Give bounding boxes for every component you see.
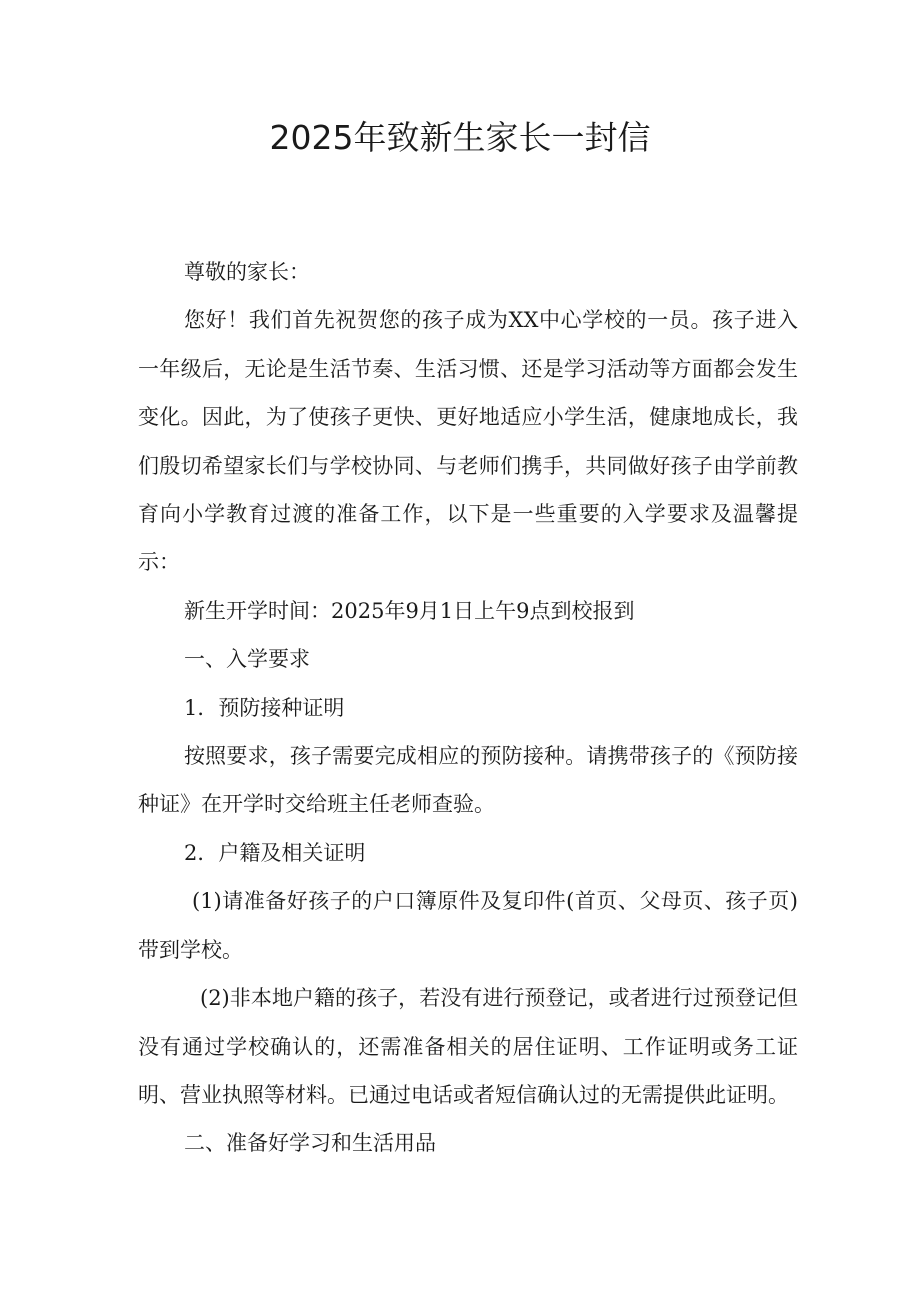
item-1-body: 按照要求，孩子需要完成相应的预防接种。请携带孩子的《预防接种证》在开学时交给班主任老师查验。 xyxy=(138,744,798,817)
greeting: 尊敬的家长： xyxy=(184,260,310,284)
start-time: 新生开学时间：2025年9月1日上午9点到校报到 xyxy=(184,598,635,623)
item-1-heading: 1．预防接种证明 xyxy=(184,695,345,720)
section-heading-2: 二、准备好学习和生活用品 xyxy=(184,1131,436,1156)
document-title: 2025年致新生家长一封信 xyxy=(269,118,651,157)
item-2-heading: 2．户籍及相关证明 xyxy=(184,840,366,865)
item-2-sub-2: (2)非本地户籍的孩子，若没有进行预登记，或者进行过预登记但没有通过学校确认的，还需准备相关的居住证明、工作证明或务工证明、营业执照等材料。已通过电话或者短信确认过的无需提供此证明。 xyxy=(138,986,798,1107)
section-heading-1: 一、入学要求 xyxy=(184,647,310,672)
letter-body xyxy=(138,248,798,1168)
intro-paragraph: 您好！我们首先祝贺您的孩子成为XX中心学校的一员。孩子进入一年级后，无论是生活节奏、生活习惯、还是学习活动等方面都会发生变化。因此，为了使孩子更快、更好地适应小学生活，健康地成长，我们殷切希望家长们与学校协同、与老师们携手，共同做好孩子由学前教育向小学教育过渡的准备工作，以下是一些重要的入学要求及温馨提示： xyxy=(138,308,798,575)
item-2-sub-1: (1)请准备好孩子的户口簿原件及复印件(首页、父母页、孩子页)带到学校。 xyxy=(138,889,798,962)
